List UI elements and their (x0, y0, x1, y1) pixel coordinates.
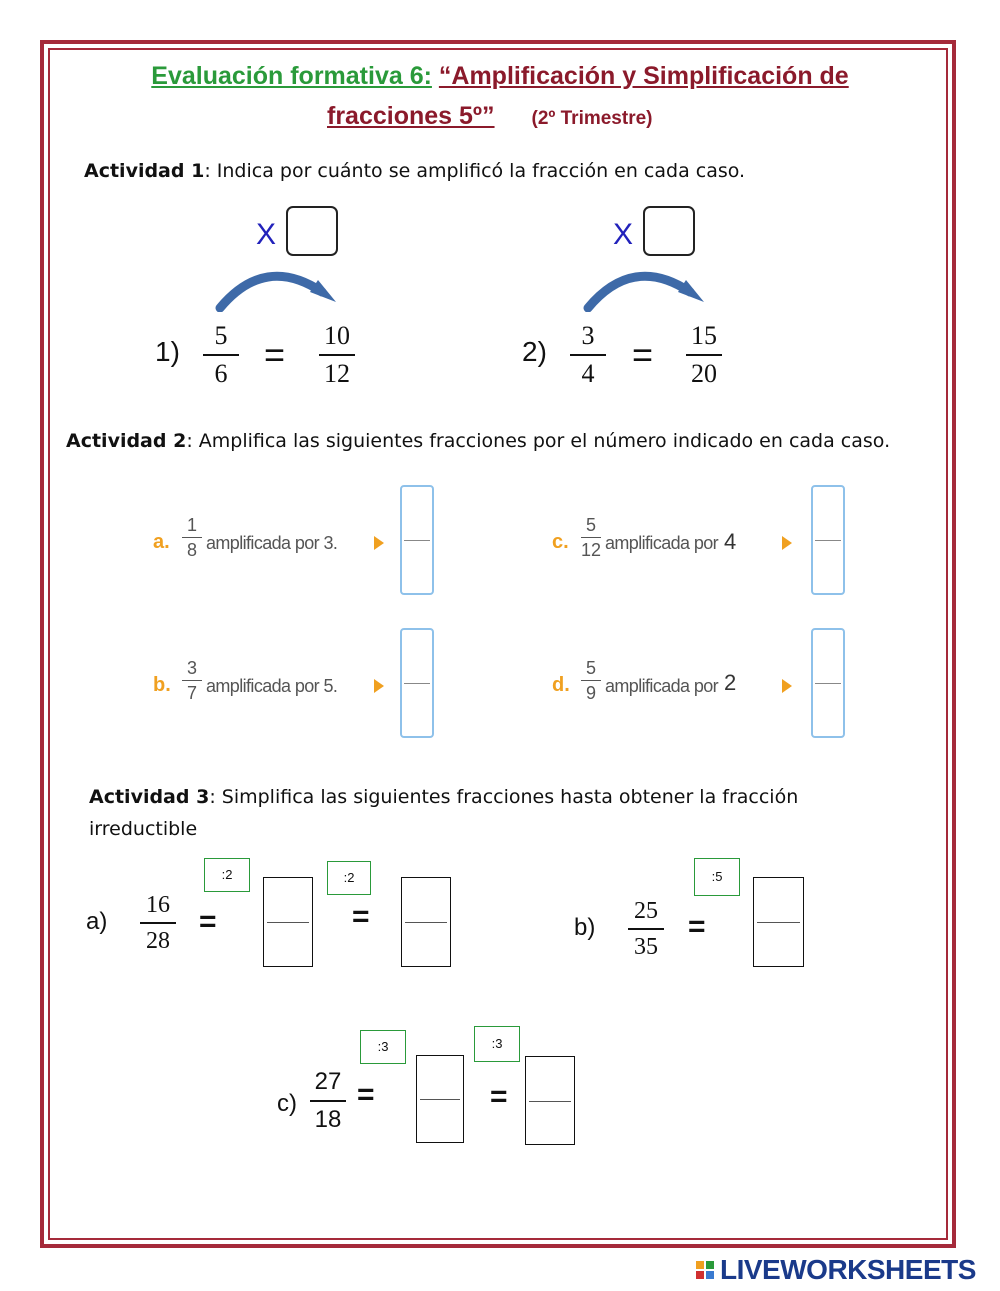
numerator: 5 (585, 515, 596, 535)
factor-c: 4 (724, 529, 737, 554)
item-letter-a3: a) (86, 908, 108, 935)
answer-fraction-box-c3-2[interactable] (525, 1056, 575, 1145)
fraction-b3 (624, 899, 668, 959)
curved-arrow-icon-2 (578, 262, 708, 312)
fraction-bar (140, 922, 176, 924)
denominator: 9 (585, 683, 596, 703)
activity3-text: : Simplifica las siguientes fracciones hasta obtener la fracción (209, 786, 799, 808)
denominator: 18 (314, 1106, 342, 1133)
multiply-sign-1: X (256, 218, 277, 251)
arrow-right-icon (374, 679, 384, 693)
fraction-bar (319, 354, 355, 356)
divisor-box: :2 (327, 861, 371, 895)
item-number-2: 2) (522, 336, 547, 367)
fraction-1-right (315, 323, 359, 387)
fraction-line (267, 922, 309, 923)
fraction-2-left (566, 323, 610, 387)
activity1-label: Actividad 1 (84, 160, 205, 182)
numerator: 10 (324, 321, 350, 350)
fraction-a (182, 516, 202, 559)
phrase-a: amplificada por 3. (206, 533, 338, 553)
item-letter-d: d. (552, 674, 570, 696)
answer-fraction-box-d[interactable] (811, 628, 845, 738)
fraction-line (529, 1101, 571, 1102)
fraction-b (182, 659, 202, 702)
fraction-line (420, 1099, 460, 1100)
numerator: 1 (186, 515, 197, 535)
term-label: (2º Trimestre) (531, 108, 653, 129)
phrase-b: amplificada por 5. (206, 676, 338, 696)
item-letter-a: a. (153, 531, 170, 553)
numerator: 16 (146, 892, 170, 918)
equals-sign-a3: = (199, 905, 217, 938)
activity1-instruction (84, 160, 745, 182)
phrase-c: amplificada por (605, 533, 719, 553)
answer-box-2[interactable] (643, 206, 695, 256)
activity1-text: : Indica por cuánto se amplificó la fracción en cada caso. (204, 160, 746, 182)
fraction-bar (310, 1100, 346, 1102)
activity3-label: Actividad 3 (89, 786, 210, 808)
answer-fraction-box-c[interactable] (811, 485, 845, 595)
activity3-instruction-line2: irreductible (89, 818, 198, 840)
activity2-label: Actividad 2 (66, 430, 187, 452)
fraction-line (815, 540, 841, 541)
divisor-box: :5 (694, 858, 740, 896)
liveworksheets-logo (696, 1254, 976, 1286)
numerator: 3 (186, 658, 197, 678)
denominator: 20 (691, 359, 717, 388)
answer-fraction-box-c3-1[interactable] (416, 1055, 464, 1143)
denominator: 12 (581, 540, 602, 560)
denominator: 12 (324, 359, 350, 388)
denominator: 7 (186, 683, 197, 703)
fraction-line (404, 683, 430, 684)
numerator: 3 (581, 321, 595, 350)
equals-sign-c3-2: = (490, 1080, 508, 1113)
activity2-text: : Amplifica las siguientes fracciones por el número indicado en cada caso. (186, 430, 891, 452)
answer-fraction-box-a[interactable] (400, 485, 434, 595)
item-letter-b: b. (153, 674, 171, 696)
denominator: 8 (186, 540, 197, 560)
numerator: 25 (634, 898, 658, 924)
item-letter-c: c. (552, 531, 569, 553)
fraction-1-left (199, 323, 243, 387)
denominator: 28 (146, 928, 170, 954)
fraction-bar (581, 537, 601, 538)
answer-fraction-box-a3-1[interactable] (263, 877, 313, 967)
fraction-line (815, 683, 841, 684)
multiply-sign-2: X (613, 218, 634, 251)
activity2-instruction (66, 430, 890, 452)
fraction-bar (686, 354, 722, 356)
curved-arrow-icon-1 (210, 262, 340, 312)
fraction-bar (570, 354, 606, 356)
fraction-d (581, 659, 601, 702)
equals-sign-c3: = (357, 1078, 375, 1111)
numerator: 5 (214, 321, 228, 350)
divisor-box: :2 (204, 858, 250, 892)
phrase-d: amplificada por (605, 676, 719, 696)
fraction-2-right (682, 323, 726, 387)
title-line2: fracciones 5º” (327, 102, 495, 130)
fraction-line (405, 922, 447, 923)
fraction-bar (182, 537, 202, 538)
fraction-bar (203, 354, 239, 356)
fraction-a3 (136, 893, 180, 953)
answer-fraction-box-b[interactable] (400, 628, 434, 738)
answer-fraction-box-a3-2[interactable] (401, 877, 451, 967)
fraction-bar (581, 680, 601, 681)
arrow-right-icon (782, 679, 792, 693)
title-part2: “Amplificación y Simplificación de (438, 62, 849, 90)
page-title (0, 62, 1000, 91)
fraction-line (404, 540, 430, 541)
fraction-c (581, 516, 601, 559)
divisor-box: :3 (360, 1030, 406, 1064)
fraction-bar (182, 680, 202, 681)
arrow-right-icon (374, 536, 384, 550)
logo-grid-icon (696, 1261, 714, 1279)
denominator: 4 (581, 359, 595, 388)
equals-sign-b3: = (688, 910, 706, 943)
arrow-right-icon (782, 536, 792, 550)
title-part1: Evaluación formativa 6: (151, 62, 432, 90)
equals-sign-a3-2: = (352, 900, 370, 933)
fraction-line (757, 922, 800, 923)
numerator: 5 (585, 658, 596, 678)
fraction-c3 (310, 1070, 346, 1132)
answer-fraction-box-b3[interactable] (753, 877, 804, 967)
page-title-line2 (327, 102, 653, 131)
factor-d: 2 (724, 670, 737, 695)
brand-name: LIVEWORKSHEETS (720, 1254, 976, 1285)
equals-sign-1: = (264, 334, 286, 375)
item-letter-b3: b) (574, 914, 596, 941)
item-number-1: 1) (155, 336, 180, 367)
equals-sign-2: = (632, 334, 654, 375)
activity3-instruction (89, 786, 798, 808)
item-letter-c3: c) (277, 1090, 297, 1117)
answer-box-1[interactable] (286, 206, 338, 256)
fraction-bar (628, 928, 664, 930)
numerator: 27 (314, 1068, 342, 1095)
denominator: 35 (634, 934, 658, 960)
divisor-box: :3 (474, 1026, 520, 1062)
numerator: 15 (691, 321, 717, 350)
denominator: 6 (214, 359, 228, 388)
